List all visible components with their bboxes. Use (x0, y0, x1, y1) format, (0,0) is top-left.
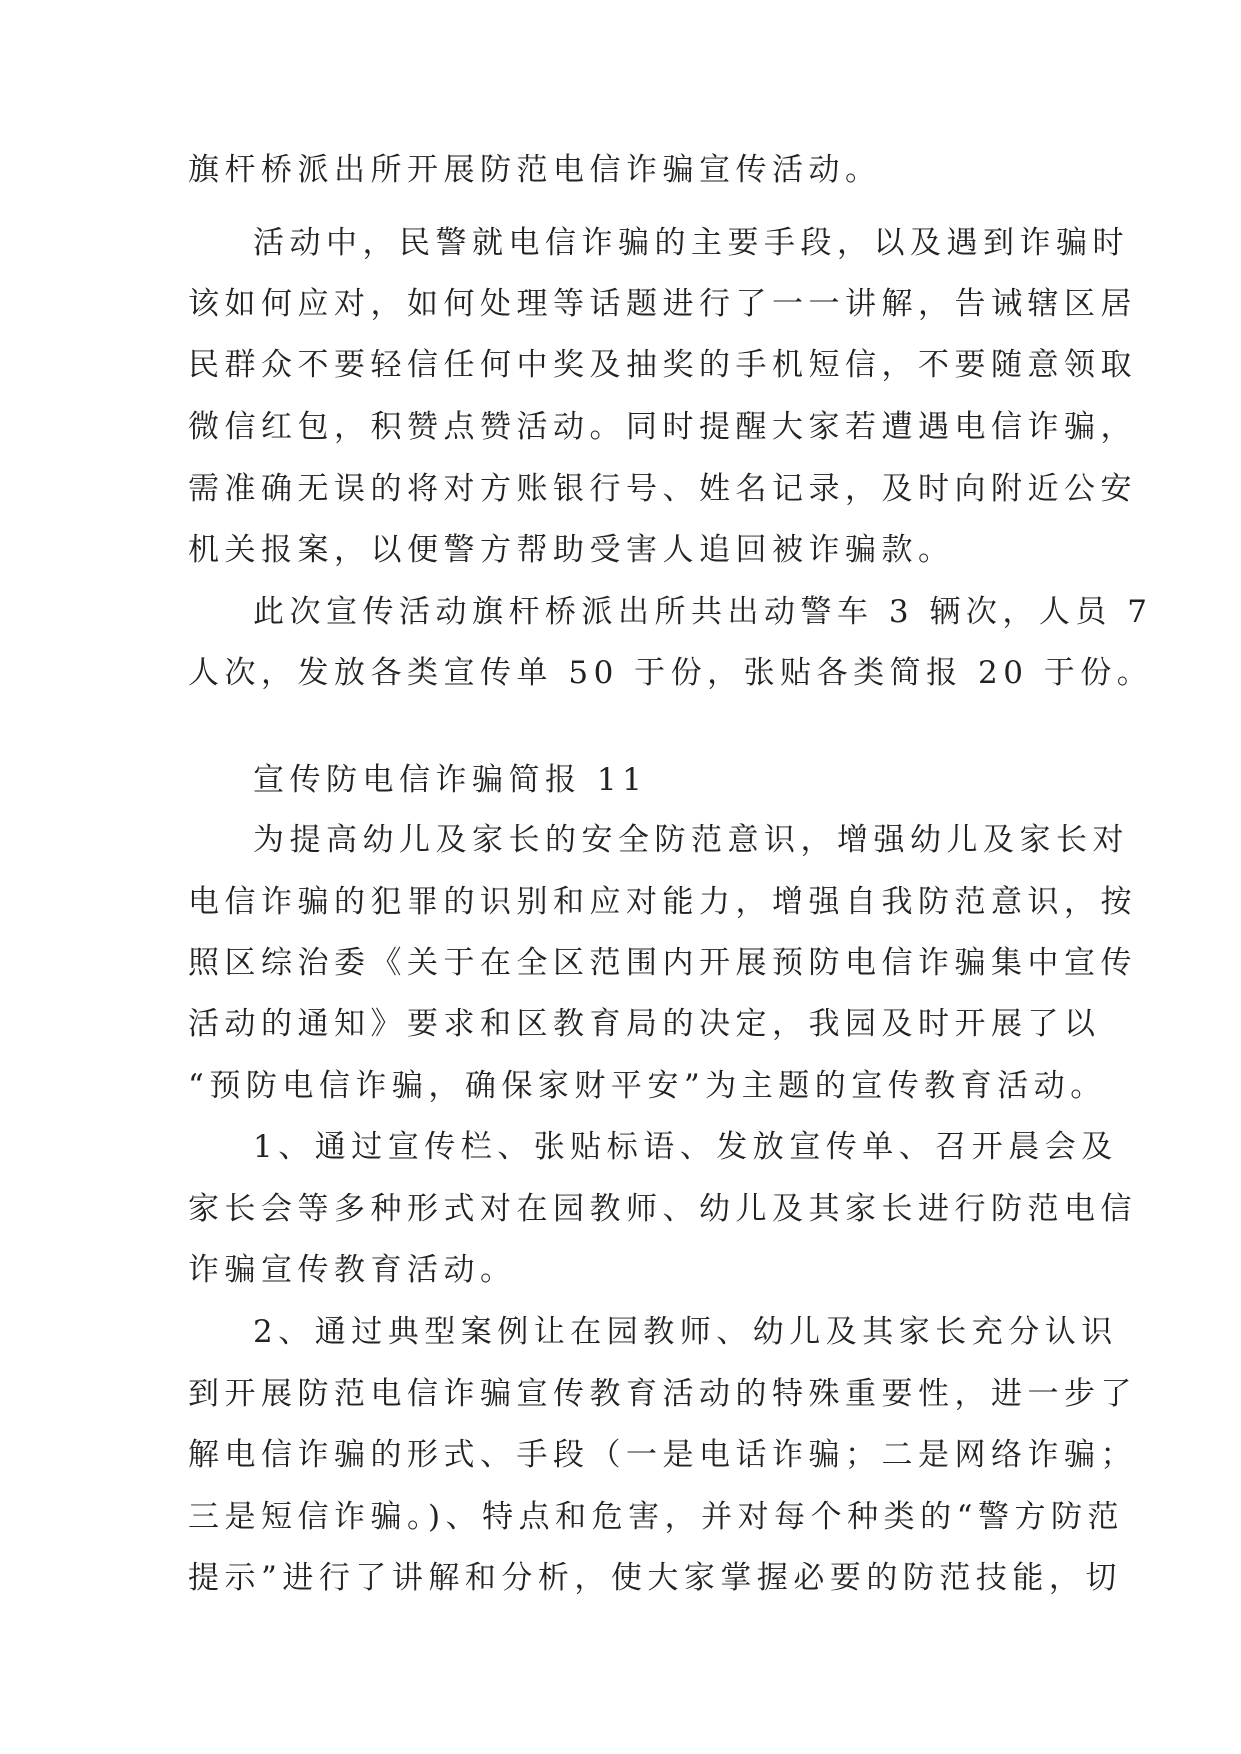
text-line: 人次，发放各类宣传单 50 于份，张贴各类简报 20 于份。 (188, 655, 1154, 691)
text-line: 活动的通知》要求和区教育局的决定，我园及时开展了以 (188, 1006, 1101, 1042)
text-line: 微信红包，积赞点赞活动。同时提醒大家若遭遇电信诈骗， (188, 409, 1137, 445)
text-line: 2、通过典型案例让在园教师、幼儿及其家长充分认识 (253, 1314, 1118, 1350)
text-line: 电信诈骗的犯罪的识别和应对能力，增强自我防范意识，按 (188, 884, 1137, 920)
text-line: 机关报案，以便警方帮助受害人追回被诈骗款。 (188, 532, 955, 568)
text-line: 此次宣传活动旗杆桥派出所共出动警车 3 辆次，人员 7 (253, 594, 1153, 630)
text-line: 家长会等多种形式对在园教师、幼儿及其家长进行防范电信 (188, 1191, 1137, 1227)
text-line: 需准确无误的将对方账银行号、姓名记录，及时向附近公安 (188, 471, 1137, 507)
text-line: 到开展防范电信诈骗宣传教育活动的特殊重要性，进一步了 (188, 1376, 1137, 1412)
text-line: 解电信诈骗的形式、手段（一是电话诈骗；二是网络诈骗； (188, 1437, 1137, 1473)
text-line: 提示”进行了讲解和分析，使大家掌握必要的防范技能，切 (188, 1560, 1122, 1596)
text-line: 该如何应对，如何处理等话题进行了一一讲解，告诫辖区居 (188, 286, 1137, 322)
text-line: 诈骗宣传教育活动。 (188, 1252, 517, 1288)
text-line: “预防电信诈骗，确保家财平安”为主题的宣传教育活动。 (188, 1068, 1107, 1104)
text-line: 1、通过宣传栏、张贴标语、发放宣传单、召开晨会及 (253, 1129, 1118, 1165)
text-line: 三是短信诈骗。)、特点和危害，并对每个种类的“警方防范 (188, 1499, 1124, 1535)
text-line: 民群众不要轻信任何中奖及抽奖的手机短信，不要随意领取 (188, 347, 1137, 383)
text-line: 照区综治委《关于在全区范围内开展预防电信诈骗集中宣传 (188, 945, 1137, 981)
section-heading: 宣传防电信诈骗简报 11 (253, 762, 648, 798)
text-line: 旗杆桥派出所开展防范电信诈骗宣传活动。 (188, 152, 882, 188)
text-line: 活动中，民警就电信诈骗的主要手段，以及遇到诈骗时 (253, 225, 1129, 261)
text-line: 为提高幼儿及家长的安全防范意识，增强幼儿及家长对 (253, 822, 1129, 858)
